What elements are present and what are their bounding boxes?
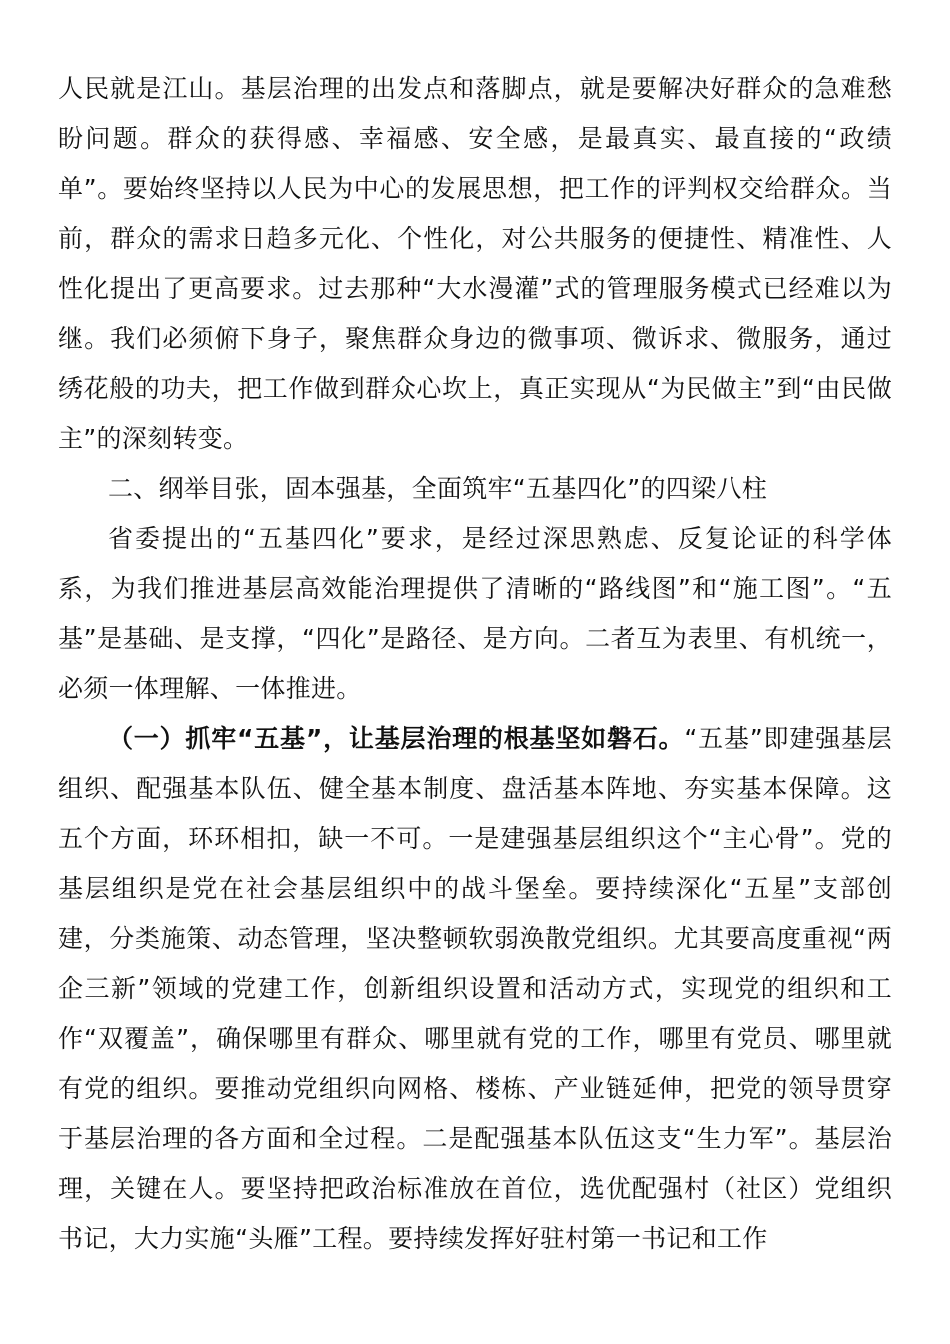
subsection-heading-one: （一）抓牢“五基”，让基层治理的根基坚如磐石。 — [108, 724, 685, 753]
paragraph-intro: 人民就是江山。基层治理的出发点和落脚点，就是要解决好群众的急难愁盼问题。群众的获得感、幸福感、安全感，是最真实、最直接的“政绩单”。要始终坚持以人民为中心的发展思想，把工作的评判权交给群众。当前，群众的需求日趋多元化、个性化，对公共服务的便捷性、精准性、人性化提出了更高要求。过去那种“大水漫灌”式的管理服务模式已经难以为继。我们必须俯下身子，聚焦群众身边的微事项、微诉求、微服务，通过绣花般的功夫，把工作做到群众心坎上，真正实现从“为民做主”到“由民做主”的深刻转变。 — [58, 74, 892, 453]
section-heading-two: 二、纲举目张，固本强基，全面筑牢“五基四化”的四梁八柱 — [108, 474, 768, 503]
document-page — [58, 64, 892, 1264]
subsection-body-one: “五基”即建强基层组织、配强基本队伍、健全基本制度、盘活基本阵地、夯实基本保障。这五个方面，环环相扣，缺一不可。一是建强基层组织这个“主心骨”。党的基层组织是党在社会基层组织中的战斗堡垒。要持续深化“五星”支部创建，分类施策、动态管理，坚决整顿软弱涣散党组织。尤其要高度重视“两企三新”领域的党建工作，创新组织设置和活动方式，实现党的组织和工作“双覆盖”，确保哪里有群众、哪里就有党的工作，哪里有党员、哪里就有党的组织。要推动党组织向网格、楼栋、产业链延伸，把党的领导贯穿于基层治理的各方面和全过程。二是配强基本队伍这支“生力军”。基层治理，关键在人。要坚持把政治标准放在首位，选优配强村（社区）党组织书记，大力实施“头雁”工程。要持续发挥好驻村第一书记和工作 — [58, 724, 892, 1253]
paragraph-five-ji-four-hua: 省委提出的“五基四化”要求，是经过深思熟虑、反复论证的科学体系，为我们推进基层高效能治理提供了清晰的“路线图”和“施工图”。“五基”是基础、是支撑，“四化”是路径、是方向。二者互为表里、有机统一，必须一体理解、一体推进。 — [58, 524, 892, 703]
paragraph-subsection-one — [58, 714, 892, 1264]
